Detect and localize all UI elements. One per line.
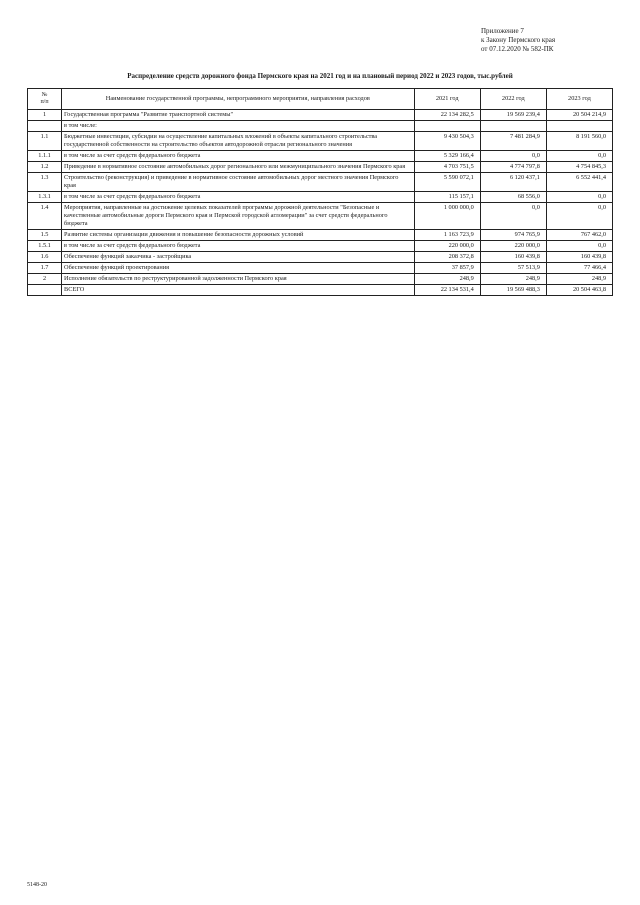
- row-name: Строительство (реконструкция) и приведение в нормативное состояние автомобильных дорог местного значения Пермского края: [62, 173, 415, 192]
- row-value-2021: 5 590 072,1: [414, 173, 480, 192]
- row-value-2022: 0,0: [480, 203, 546, 230]
- table-row: [28, 173, 613, 192]
- row-value-2023: 6 552 441,4: [546, 173, 612, 192]
- row-value-2022: 974 765,9: [480, 230, 546, 241]
- row-value-2023: 248,9: [546, 274, 612, 285]
- header-number-line1: №: [41, 92, 48, 98]
- table-row: [28, 121, 613, 132]
- table-row: [28, 162, 613, 173]
- row-value-2023: 0,0: [546, 241, 612, 252]
- header-2021: 2021 год: [414, 89, 480, 110]
- row-number: 1.3: [28, 173, 62, 192]
- row-value-2023: 8 191 560,0: [546, 132, 612, 151]
- header-number-line2: п/п: [40, 99, 49, 105]
- row-number: 1.1.1: [28, 151, 62, 162]
- row-name: Мероприятия, направленные на достижение целевых показателей программы дорожной деятельности "Безопасные и качественные автомобильные дороги Пермского края и Пермской городской агломерации" за счет средств федерального бюджета: [62, 203, 415, 230]
- row-value-2022: 19 569 239,4: [480, 110, 546, 121]
- header-name: Наименование государственной программы, непрограммного мероприятия, направления расходов: [62, 89, 415, 110]
- row-value-2022: 7 481 284,9: [480, 132, 546, 151]
- table-row: [28, 230, 613, 241]
- row-value-2021: 1 163 723,9: [414, 230, 480, 241]
- row-name: ВСЕГО: [62, 285, 415, 296]
- appendix-line-1: Приложение 7: [481, 27, 524, 35]
- row-name: в том числе за счет средств федерального бюджета: [62, 192, 415, 203]
- row-value-2021: 220 000,0: [414, 241, 480, 252]
- row-value-2021: 4 703 751,5: [414, 162, 480, 173]
- document-title: Распределение средств дорожного фонда Пермского края на 2021 год и на плановый период 2022 и 2023 годов, тыс.рублей: [127, 72, 513, 80]
- row-value-2023: 0,0: [546, 151, 612, 162]
- table-row: [28, 252, 613, 263]
- row-value-2021: [414, 121, 480, 132]
- appendix-line-2: к Закону Пермского края: [481, 36, 556, 44]
- row-value-2023: 4 754 845,3: [546, 162, 612, 173]
- table-row: [28, 241, 613, 252]
- row-value-2021: 5 329 166,4: [414, 151, 480, 162]
- row-value-2022: 160 439,8: [480, 252, 546, 263]
- header-2022: 2022 год: [480, 89, 546, 110]
- row-name: Обеспечение функций заказчика - застройщика: [62, 252, 415, 263]
- row-name: Обеспечение функций проектирования: [62, 263, 415, 274]
- row-name: Приведение в нормативное состояние автомобильных дорог регионального или межмуниципального значения Пермского края: [62, 162, 415, 173]
- row-name: Исполнение обязательств по реструктурированной задолженности Пермского края: [62, 274, 415, 285]
- row-name: в том числе:: [62, 121, 415, 132]
- row-value-2022: 248,9: [480, 274, 546, 285]
- row-value-2022: 6 120 437,1: [480, 173, 546, 192]
- row-value-2022: 19 569 488,3: [480, 285, 546, 296]
- row-value-2022: 220 000,0: [480, 241, 546, 252]
- row-value-2021: 9 430 504,3: [414, 132, 480, 151]
- row-value-2023: 77 466,4: [546, 263, 612, 274]
- row-number: 1.7: [28, 263, 62, 274]
- row-number: 1.2: [28, 162, 62, 173]
- row-value-2023: 20 504 463,8: [546, 285, 612, 296]
- row-number: 1.6: [28, 252, 62, 263]
- row-number: [28, 121, 62, 132]
- row-number: 1.5: [28, 230, 62, 241]
- table-row: [28, 263, 613, 274]
- table-row: [28, 132, 613, 151]
- row-value-2021: 115 157,1: [414, 192, 480, 203]
- row-value-2023: 0,0: [546, 203, 612, 230]
- row-number: 1.3.1: [28, 192, 62, 203]
- row-value-2021: 22 134 282,5: [414, 110, 480, 121]
- row-number: 2: [28, 274, 62, 285]
- row-value-2021: 208 372,8: [414, 252, 480, 263]
- row-name: в том числе за счет средств федерального бюджета: [62, 241, 415, 252]
- row-name: Бюджетные инвестиции, субсидии на осуществление капитальных вложений в объекты капитального строительства государственной собственности на строительство объектов автодорожной отрасли регионального значения: [62, 132, 415, 151]
- row-value-2023: 160 439,8: [546, 252, 612, 263]
- row-number: 1: [28, 110, 62, 121]
- row-name: Развитие системы организации движения и повышение безопасности дорожных условий: [62, 230, 415, 241]
- row-value-2022: 4 774 797,8: [480, 162, 546, 173]
- row-value-2021: 22 134 531,4: [414, 285, 480, 296]
- road-fund-table: [27, 88, 613, 296]
- header-number: [28, 89, 62, 110]
- header-2023: 2023 год: [546, 89, 612, 110]
- row-value-2022: 0,0: [480, 151, 546, 162]
- table-row: [28, 274, 613, 285]
- row-number: 1.1: [28, 132, 62, 151]
- table-row: [28, 151, 613, 162]
- row-value-2021: 1 000 000,0: [414, 203, 480, 230]
- table-header-row: [28, 89, 613, 110]
- row-number: 1.5.1: [28, 241, 62, 252]
- row-name: Государственная программа "Развитие транспортной системы": [62, 110, 415, 121]
- row-value-2021: 248,9: [414, 274, 480, 285]
- row-number: 1.4: [28, 203, 62, 230]
- table-row: [28, 110, 613, 121]
- table-total-row: [28, 285, 613, 296]
- row-value-2022: 57 513,9: [480, 263, 546, 274]
- row-value-2023: 767 462,0: [546, 230, 612, 241]
- table-row: [28, 192, 613, 203]
- row-name: в том числе за счет средств федерального бюджета: [62, 151, 415, 162]
- row-value-2023: 0,0: [546, 192, 612, 203]
- appendix-block: [481, 27, 555, 54]
- row-number: [28, 285, 62, 296]
- footer-document-code: 5148-20: [27, 882, 47, 888]
- table-row: [28, 203, 613, 230]
- row-value-2022: 68 556,0: [480, 192, 546, 203]
- row-value-2023: [546, 121, 612, 132]
- appendix-line-3: от 07.12.2020 № 582-ПК: [481, 45, 554, 53]
- row-value-2023: 20 504 214,9: [546, 110, 612, 121]
- row-value-2022: [480, 121, 546, 132]
- row-value-2021: 37 857,9: [414, 263, 480, 274]
